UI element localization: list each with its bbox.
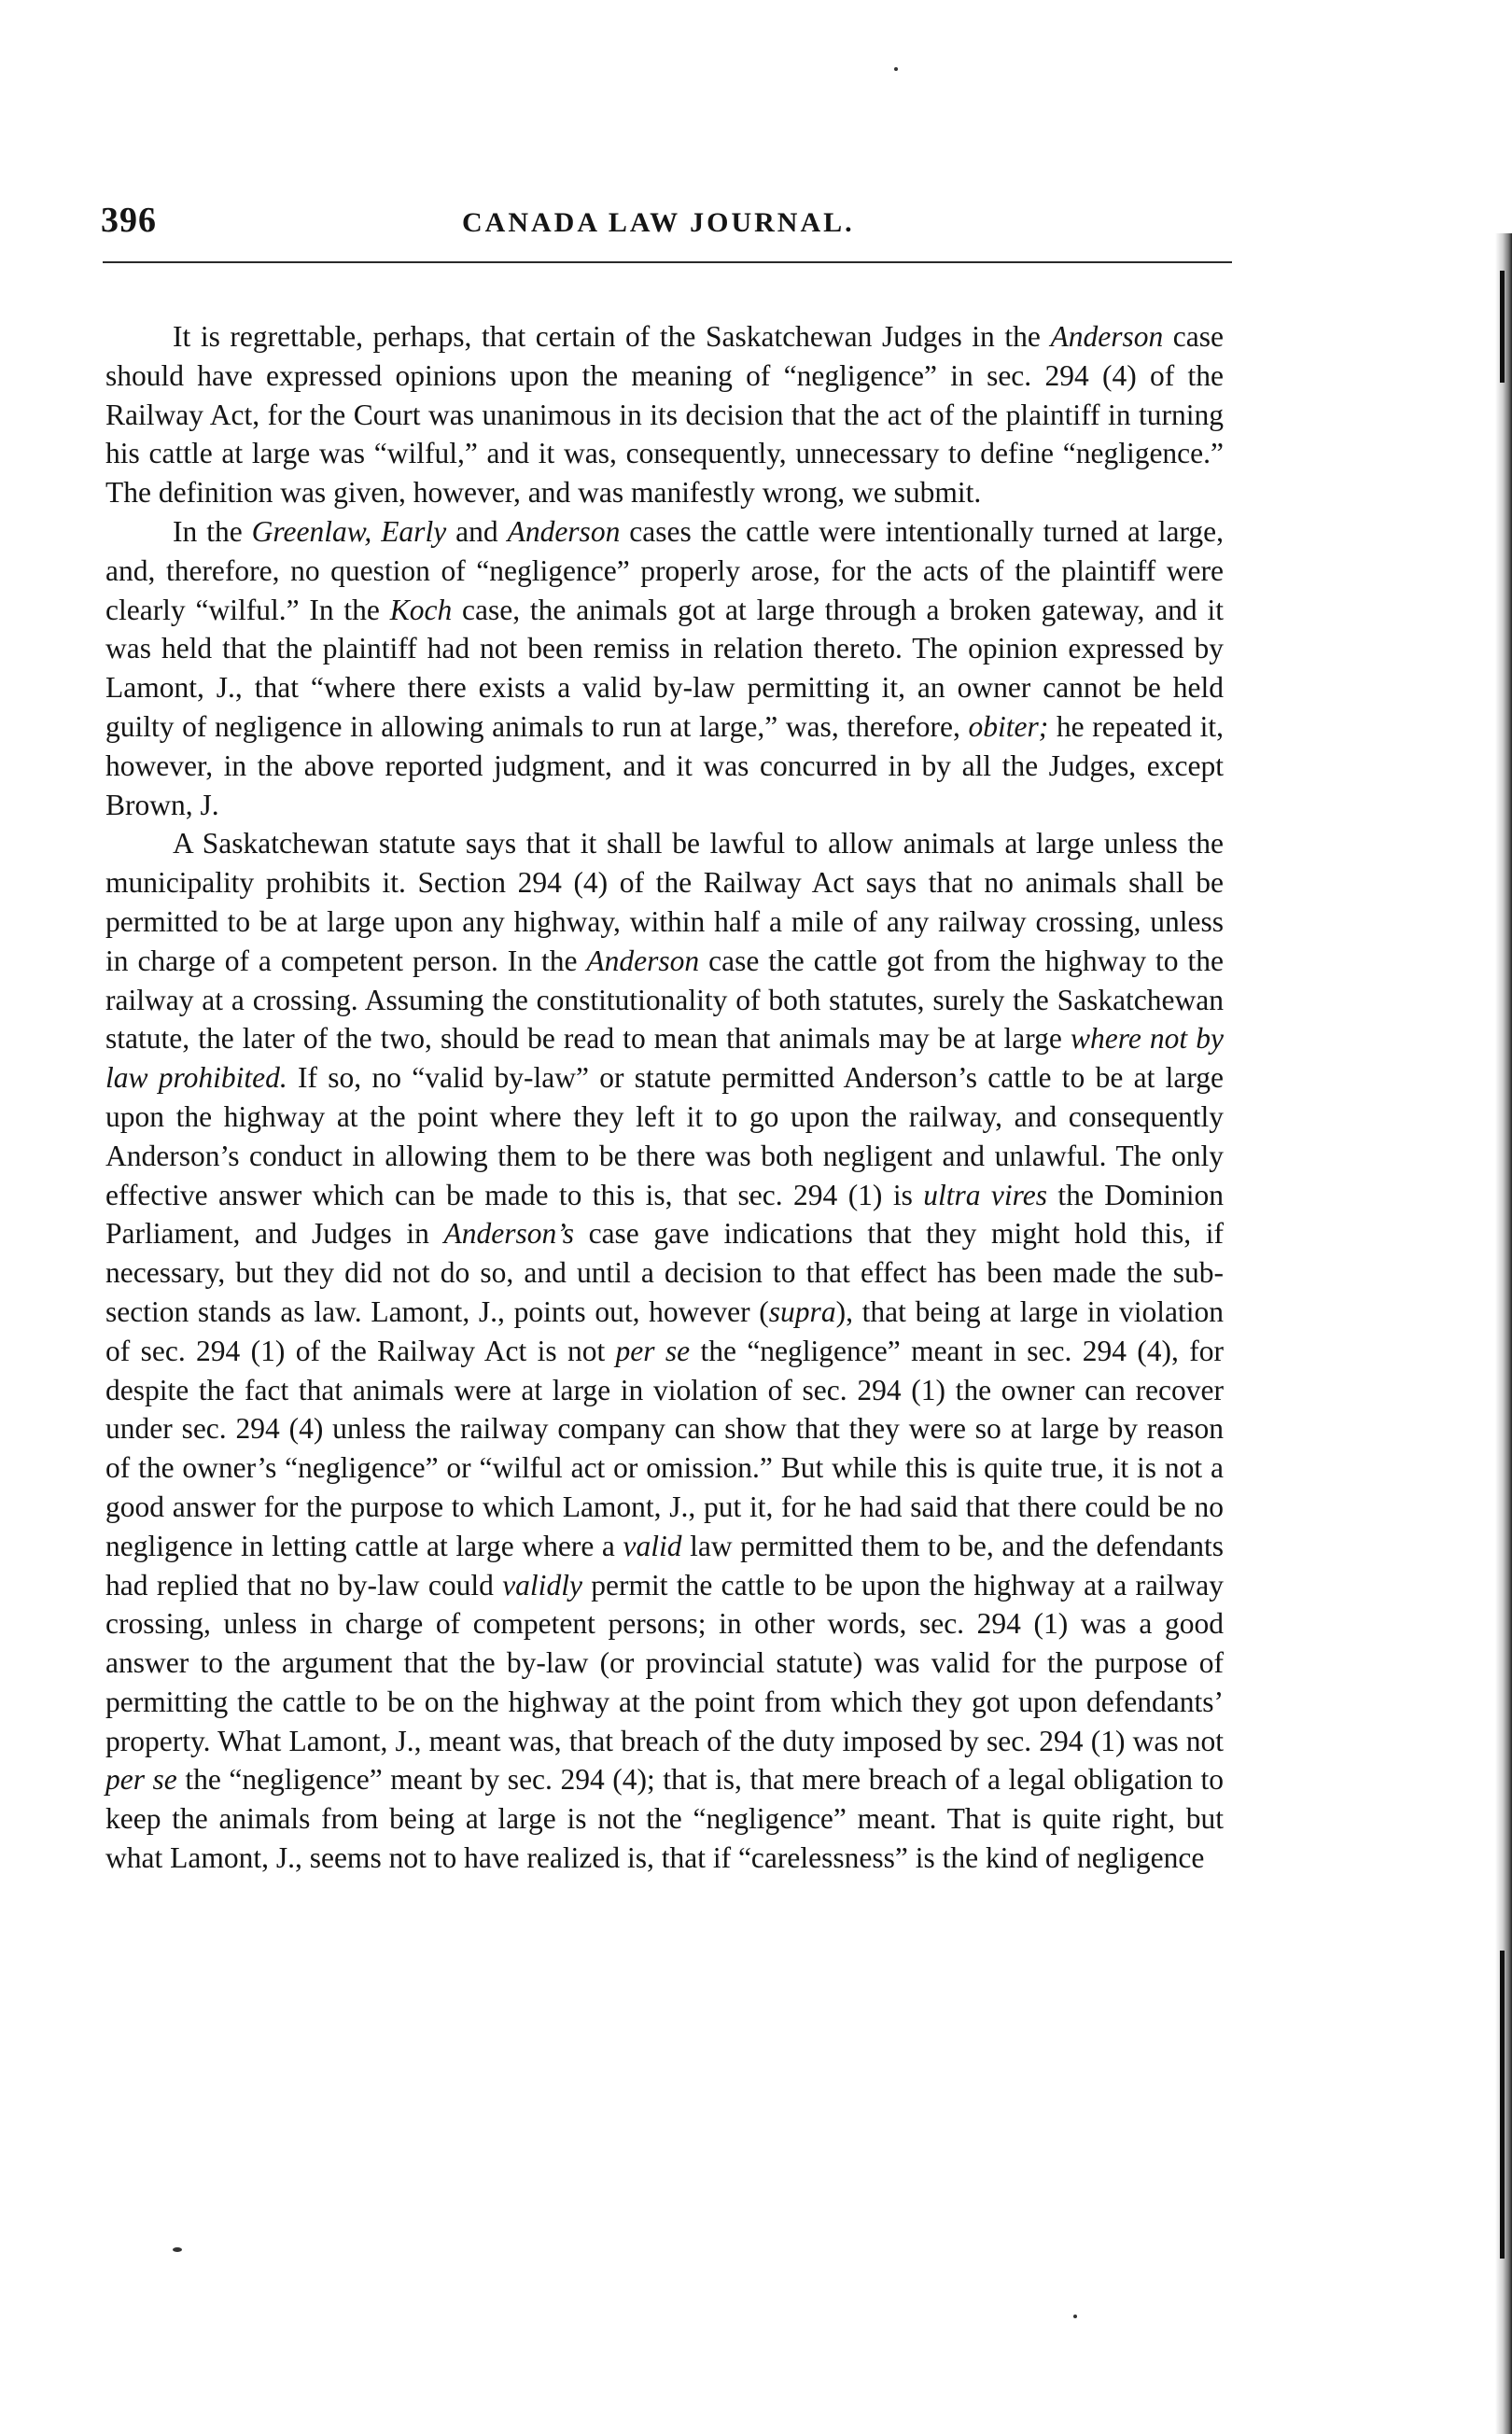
text-run: and bbox=[446, 514, 508, 548]
italic-text: valid bbox=[623, 1529, 682, 1562]
binding-shadow-mark bbox=[1500, 271, 1505, 383]
header-rule bbox=[103, 261, 1232, 263]
text-run: the “negligence” meant in sec. 294 (4), for despite the fact that animals were at large in violation of sec. 294 (1) the owner can recover under sec. 294 (4) unless the railway company can show that they were so at large by reason of the owner’s “negligence” or “wilful act or omission.” But while this is quite true, it is not a good answer for the purpose to which Lamont, J., put it, for he had said that there could be no negligence in letting cattle at large where a bbox=[105, 1334, 1224, 1562]
article-body bbox=[105, 317, 1224, 1878]
paper-speck bbox=[173, 2247, 182, 2252]
text-run: cases the cattle were intentionally turned at large, and, therefore, no question of “negligence” properly arose, for the acts of the plaintiff were clearly “wilful.” In the bbox=[105, 514, 1224, 626]
text-run: case the cattle got from the highway to the railway at a crossing. Assuming the constitutionality of both statutes, surely the Saskatchewan statute, the later of the two, should be read to mean that animals may be at large bbox=[105, 944, 1224, 1056]
text-run: case, the animals got at large through a broken gateway, and it was held that the plaintiff had not been remiss in relation thereto. The opinion expressed by Lamont, J., that “where there exists a valid by-law permitting it, an owner cannot be held guilty of negligence in allowing animals to run at large,” was, therefore, bbox=[105, 593, 1224, 743]
paper-speck bbox=[894, 67, 898, 71]
italic-text: where not by law prohibited. bbox=[105, 1022, 1225, 1095]
italic-text: ultra vires bbox=[923, 1178, 1047, 1211]
italic-text: validly bbox=[502, 1568, 582, 1602]
italic-text: per se bbox=[105, 1763, 177, 1797]
page-header bbox=[93, 194, 1232, 250]
body-paragraph bbox=[105, 824, 1224, 1878]
italic-text: Anderson’s bbox=[443, 1217, 574, 1251]
italic-text: Anderson bbox=[507, 514, 621, 548]
text-run: case should have expressed opinions upon the meaning of “negligence” in sec. 294 (4) of the Railway Act, for the Court was unanimous in its decision that the act of the plaintiff in turning his cattle at large was “wilful,” and it was, consequently, unnecessary to define “negligence.” The definition was given, however, and was manifestly wrong, we submit. bbox=[105, 320, 1225, 510]
italic-text: supra bbox=[768, 1294, 836, 1328]
text-run: he repeated it, however, in the above reported judgment, and it was concurred in by all the Judges, except Brown, J. bbox=[105, 709, 1224, 821]
italic-text: Anderson bbox=[586, 944, 700, 977]
body-paragraph bbox=[105, 317, 1224, 512]
text-run: the “negligence” meant by sec. 294 (4); that is, that mere breach of a legal obligation to keep the animals from being at large is not the “negligence” meant. That is quite right, but what Lamont, J., seems not to have realized is, that if “carelessness” is the kind of negligence bbox=[105, 1763, 1225, 1875]
italic-text: Greenlaw, Early bbox=[251, 514, 447, 548]
text-run: If so, no “valid by-law” or statute permitted Anderson’s cattle to be at large upon the highway at the point where they left it to go upon the railway, and consequently Anderson’s conduct in allowing them to be there was both negligent and unlawful. The only effective answer which can be made to this is, that sec. 294 (1) is bbox=[105, 1061, 1224, 1211]
text-run: case gave indications that they might hold this, if necessary, but they did not do so, and until a decision to that effect has been made the sub-section stands as law. Lamont, J., points out, however ( bbox=[105, 1217, 1224, 1328]
text-run: permit the cattle to be upon the highway at a railway crossing, unless in charge of competent persons; in other words, sec. 294 (1) was a good answer to the argument that the by-law (or provincial statute) was valid for the purpose of permitting the cattle to be on the highway at the point from which they got upon defendants’ property. What Lamont, J., meant was, that breach of the duty imposed by sec. 294 (1) was not bbox=[105, 1568, 1224, 1757]
text-run: It is regrettable, perhaps, that certain of the Saskatchewan Judges in the bbox=[173, 320, 1051, 353]
italic-text: per se bbox=[615, 1334, 691, 1367]
body-paragraph bbox=[105, 512, 1224, 824]
text-run: the Dominion Parliament, and Judges in bbox=[105, 1178, 1225, 1251]
italic-text: Koch bbox=[389, 593, 453, 626]
page-number: 396 bbox=[101, 201, 157, 240]
text-run: law permitted them to be, and the defendants had replied that no by-law could bbox=[105, 1529, 1224, 1602]
italic-text: Anderson bbox=[1050, 320, 1164, 353]
text-run: A Saskatchewan statute says that it shall be lawful to allow animals at large unless the municipality prohibits it. Section 294 (4) of the Railway Act says that no animals shall be permitted to be at large upon any highway, within half a mile of any railway crossing, unless in charge of a competent person. In the bbox=[105, 827, 1224, 977]
running-title: CANADA LAW JOURNAL. bbox=[462, 207, 855, 238]
paper-speck bbox=[1073, 2315, 1077, 2318]
text-run: ), that being at large in violation of sec. 294 (1) of the Railway Act is not bbox=[105, 1294, 1224, 1367]
binding-shadow-mark bbox=[1500, 1951, 1505, 2259]
italic-text: obiter; bbox=[968, 709, 1049, 743]
text-run: In the bbox=[173, 514, 252, 548]
